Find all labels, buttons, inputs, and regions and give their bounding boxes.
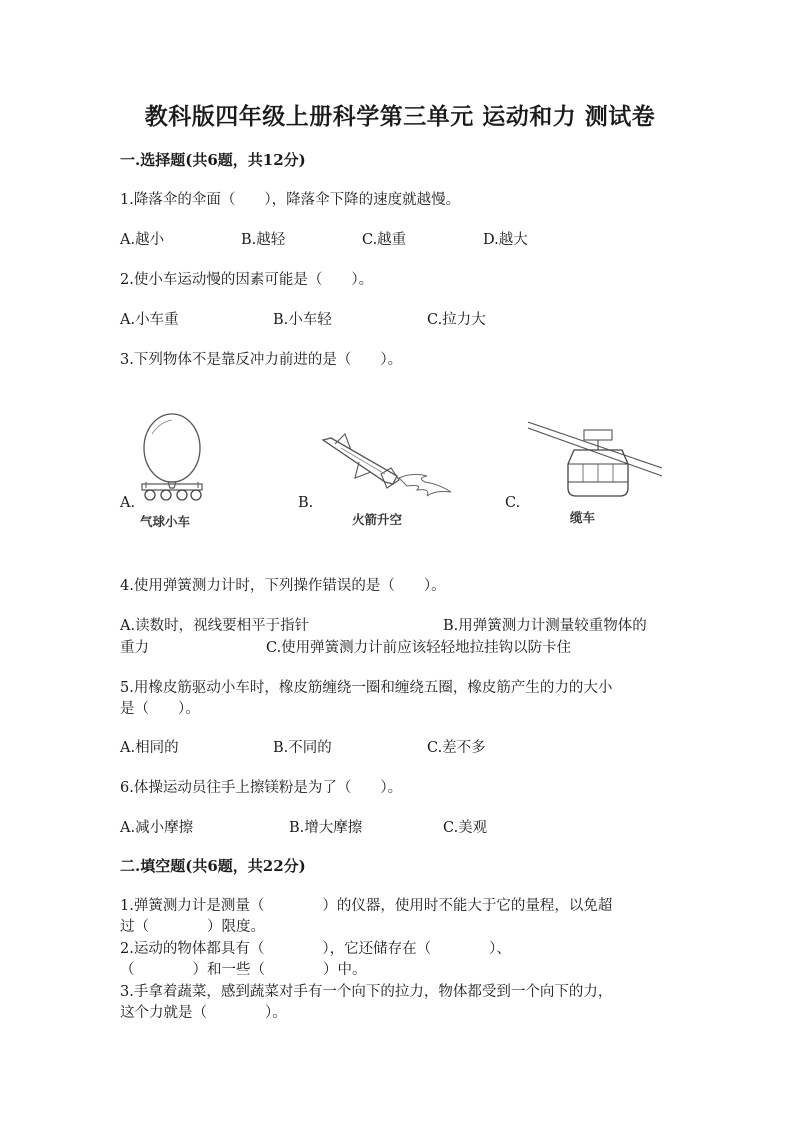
q2-option-a[interactable]: A.小车重 [120,312,179,328]
question-4-stem: 4.使用弹簧测力计时，下列操作错误的是（ ）。 [120,578,446,594]
question-6-stem: 6.体操运动员往手上擦镁粉是为了（ ）。 [120,780,403,796]
fill-2-line-1: 2.运动的物体都具有（ ），它还储存在（ ）、 [120,941,511,957]
q5-option-a[interactable]: A.相同的 [120,740,179,756]
q3-caption-b: 火箭升空 [352,512,403,527]
fill-3-line-1: 3.手拿着蔬菜，感到蔬菜对手有一个向下的拉力，物体都受到一个向下的力， [120,984,613,1000]
question-2-stem: 2.使小车运动慢的因素可能是（ ）。 [120,272,374,288]
fill-1-line-1: 1.弹簧测力计是测量（ ）的仪器，使用时不能大于它的量程，以免超 [120,898,613,914]
q1-option-d[interactable]: D.越大 [483,232,528,248]
question-3-stem: 3.下列物体不是靠反冲力前进的是（ ）。 [120,352,403,368]
q6-option-b[interactable]: B.增大摩擦 [289,820,363,836]
question-5-stem-line-2: 是（ ）。 [120,701,200,717]
fill-1-line-2: 过（ ）限度。 [120,919,265,935]
question-5-stem-line-1: 5.用橡皮筋驱动小车时，橡皮筋缠绕一圈和缠绕五圈，橡皮筋产生的力的大小 [120,680,613,696]
q4-option-b-continued: 重力 [120,640,149,656]
balloon-car-image [132,412,212,502]
q6-option-c[interactable]: C.美观 [443,820,488,836]
q5-option-c[interactable]: C.差不多 [427,740,486,756]
q5-option-b[interactable]: B.不同的 [273,740,332,756]
q2-option-c[interactable]: C.拉力大 [427,312,486,328]
q3-option-b[interactable]: B. [298,495,314,511]
q3-option-a[interactable]: A. [120,495,136,511]
q4-option-c[interactable]: C.使用弹簧测力计前应该轻轻地拉挂钩以防卡住 [266,640,572,656]
question-1-stem: 1.降落伞的伞面（ ），降落伞下降的速度就越慢。 [120,192,461,208]
q4-option-a[interactable]: A.读数时，视线要相平于指针 [120,618,310,634]
q4-option-b[interactable]: B.用弹簧测力计测量较重物体的 [443,618,647,634]
q3-caption-a: 气球小车 [140,514,191,529]
rocket-image [315,432,455,504]
section-heading-fill: 二.填空题(共6题，共22分) [120,857,306,875]
fill-3-line-2: 这个力就是（ ）。 [120,1005,287,1021]
page-title: 教科版四年级上册科学第三单元 运动和力 测试卷 [144,103,656,130]
q2-option-b[interactable]: B.小车轻 [273,312,332,328]
q6-option-a[interactable]: A.减小摩擦 [120,820,194,836]
section-heading-choice: 一.选择题(共6题，共12分) [120,151,306,169]
fill-2-line-2: （ ）和一些（ ）中。 [120,962,367,978]
q3-option-c[interactable]: C. [505,495,521,511]
q3-caption-c: 缆车 [570,510,596,525]
q1-option-a[interactable]: A.越小 [120,232,165,248]
q1-option-b[interactable]: B.越轻 [241,232,286,248]
cable-car-image [528,420,662,502]
q1-option-c[interactable]: C.越重 [362,232,407,248]
